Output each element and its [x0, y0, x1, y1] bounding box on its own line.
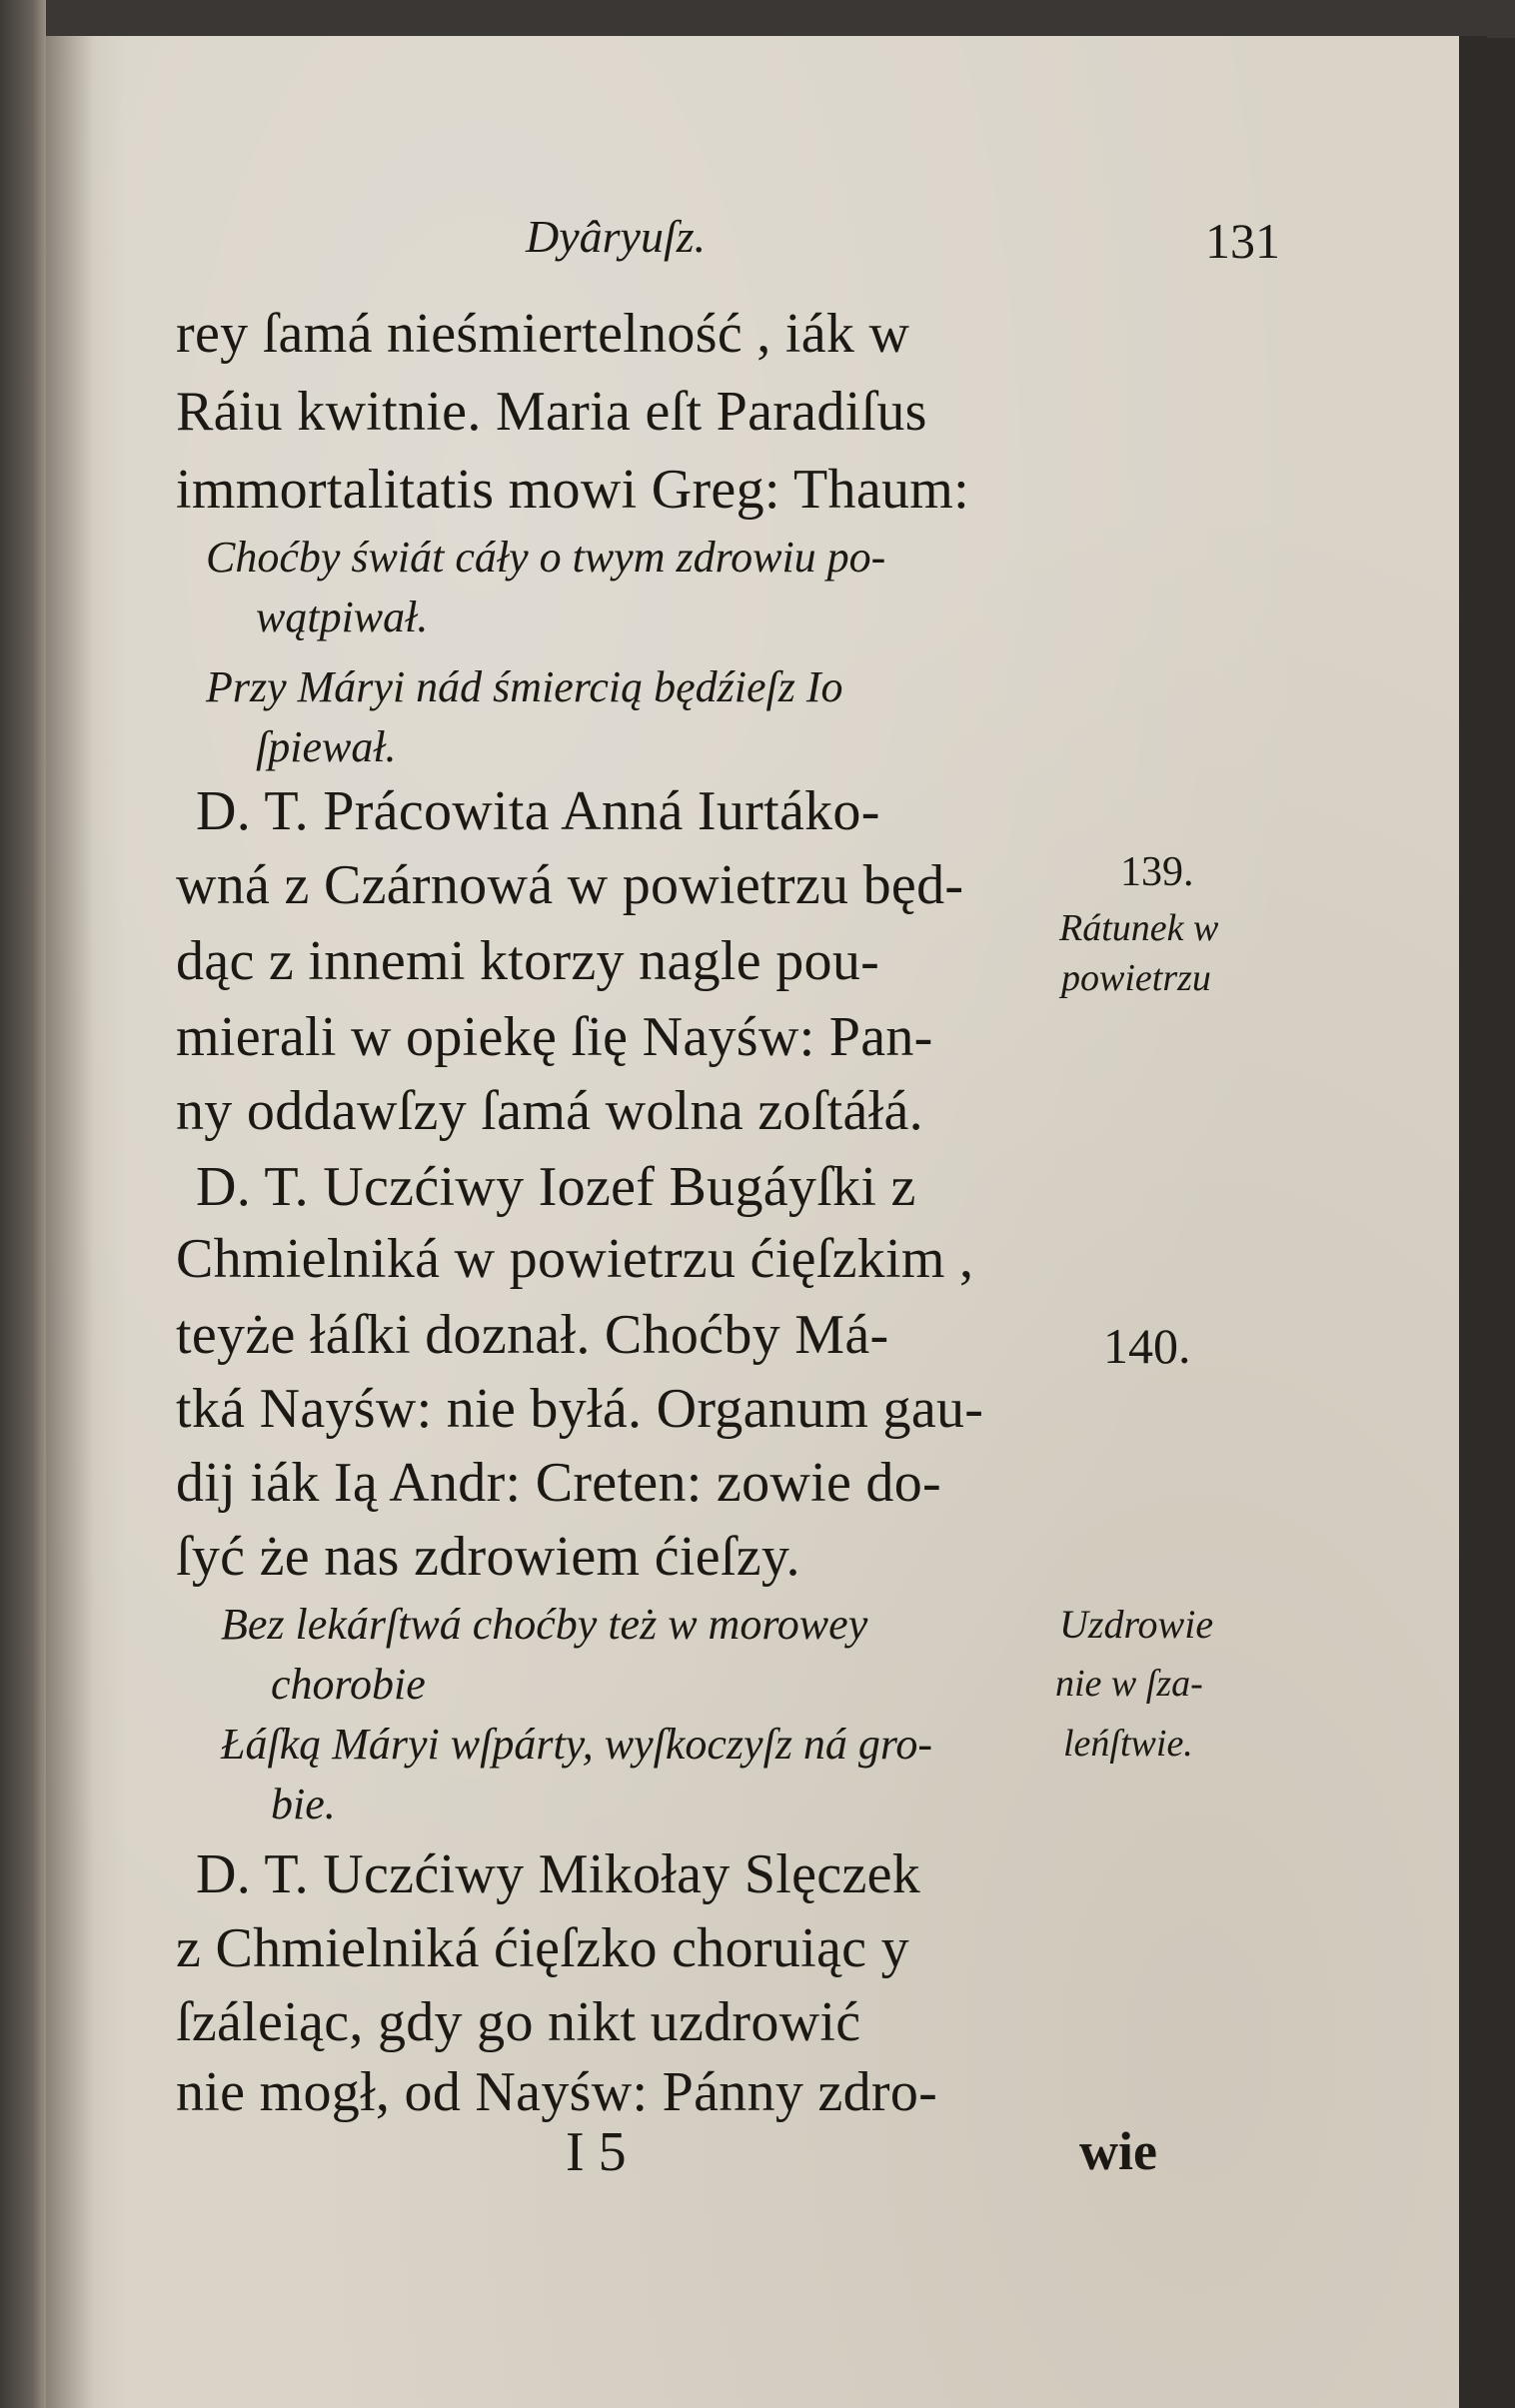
body-line-1: rey ſamá nieśmiertelność , iák w [176, 303, 910, 365]
body-line-3: immortalitatis mowi Greg: Thaum: [176, 459, 970, 521]
body-line-8: ny oddawſzy ſamá wolna zoſtáłá. [176, 1080, 923, 1142]
body-line-6: dąc z innemi ktorzy nagle pou- [176, 930, 880, 992]
verse-line-4: ſpiewał. [256, 722, 397, 771]
verse-line-1: Choćby świát cáły o twym zdrowiu po- [206, 533, 886, 582]
page-number: 131 [1205, 213, 1280, 269]
margin-note-uzdrowie-2: nie w ſza- [1055, 1663, 1203, 1705]
body-line-4: D. T. Prácowita Anná Iurtáko- [196, 780, 880, 842]
verse-line-8: bie. [271, 1780, 336, 1828]
body-line-11: teyże łáſki doznał. Choćby Má- [176, 1304, 889, 1366]
body-line-15: D. T. Uczćiwy Mikołay Slęczek [196, 1843, 921, 1905]
verse-line-5: Bez lekárſtwá choćby też w morowey [221, 1600, 868, 1649]
book-spine-edge [0, 0, 46, 2408]
scan-right-border [1459, 36, 1487, 2408]
running-title: Dyâryuſz. [526, 211, 707, 262]
body-line-16: z Chmielniká ćięſzko choruiąc y [176, 1917, 909, 1979]
body-line-18: nie mogł, od Nayśw: Pánny zdro- [176, 2061, 938, 2123]
margin-note-ratunek-1: Rátunek w [1059, 907, 1219, 949]
body-line-13: dij iák Ią Andr: Creten: zowie do- [176, 1452, 941, 1514]
body-line-10: Chmielniká w powietrzu ćięſzkim , [176, 1228, 974, 1290]
body-line-14: ſyć że nas zdrowiem ćieſzy. [176, 1526, 800, 1588]
verse-line-3: Przy Máryi nád śmiercią będźieſz Io [206, 662, 843, 711]
margin-note-uzdrowie-1: Uzdrowie [1059, 1602, 1214, 1647]
verse-line-6: chorobie [271, 1660, 426, 1709]
book-page [46, 36, 1487, 2408]
body-line-12: tká Nayśw: nie byłá. Organum gau- [176, 1378, 984, 1440]
margin-note-uzdrowie-3: leńſtwie. [1063, 1723, 1193, 1765]
body-line-17: ſzáleiąc, gdy go nikt uzdrowić [176, 1991, 861, 2053]
page-gutter-shadow [46, 36, 126, 2408]
body-line-9: D. T. Uczćiwy Iozef Bugáyſki z [196, 1156, 916, 1218]
verse-line-2: wątpiwał. [256, 593, 429, 641]
signature-mark: I 5 [566, 2121, 627, 2183]
scanner-top-band [0, 0, 1515, 38]
body-line-7: mierali w opiekę ſię Nayśw: Pan- [176, 1006, 933, 1068]
verse-line-7: Łáſką Máryi wſpárty, wyſkoczyſz ná gro- [221, 1720, 933, 1769]
body-line-5: wná z Czárnowá w powietrzu będ- [176, 854, 964, 916]
body-line-2: Ráiu kwitnie. Maria eſt Paradiſus [176, 381, 927, 443]
margin-number-139: 139. [1120, 849, 1194, 895]
margin-note-ratunek-2: powietrzu [1061, 957, 1211, 999]
catchword: wie [1079, 2121, 1157, 2181]
margin-number-140: 140. [1103, 1318, 1191, 1374]
